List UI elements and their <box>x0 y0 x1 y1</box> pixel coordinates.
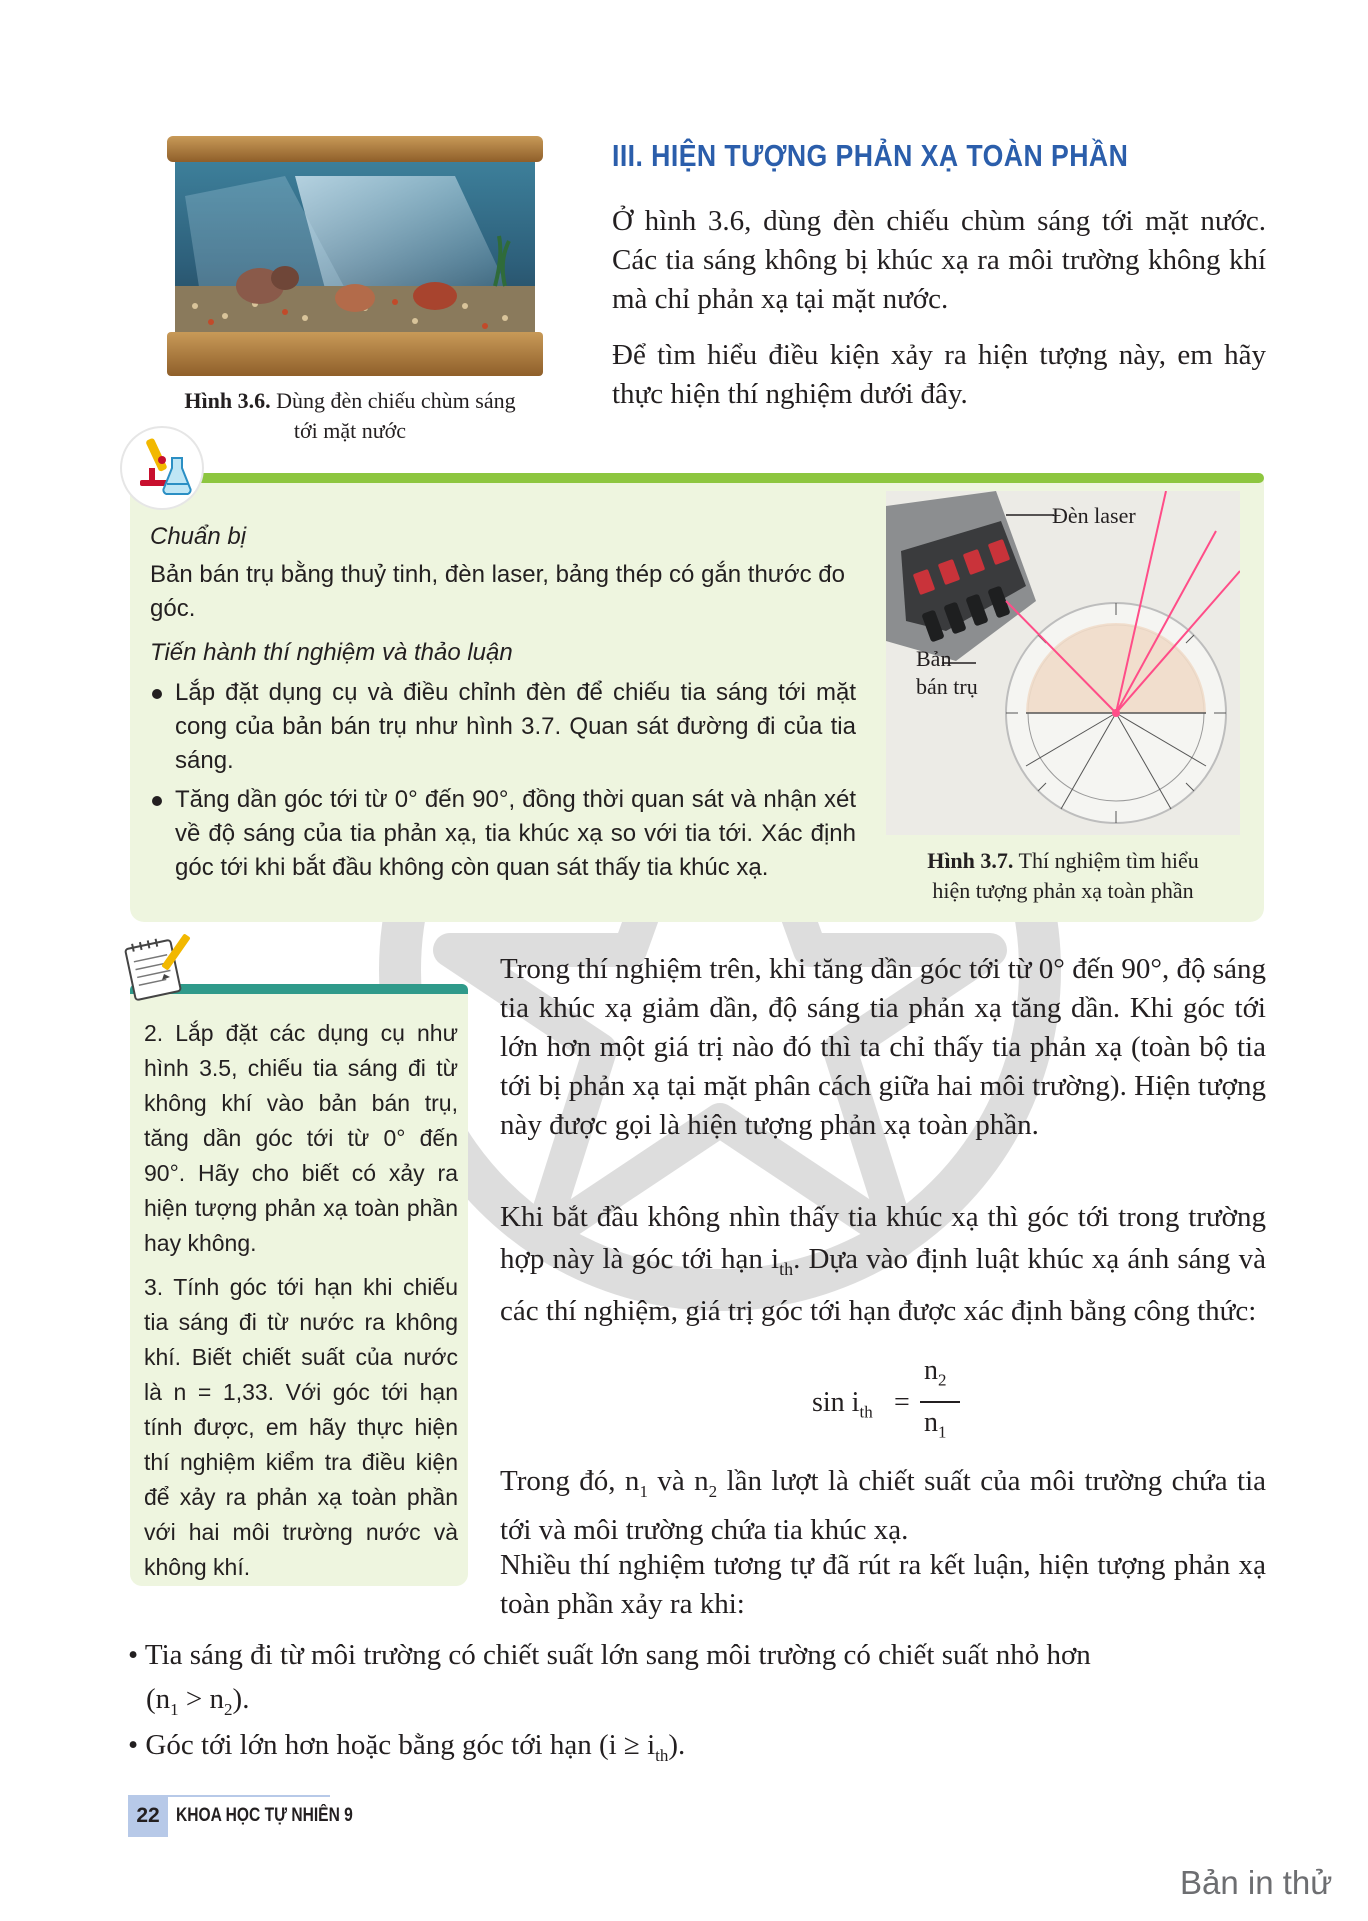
figure-3-7-label: Hình 3.7. <box>927 848 1014 873</box>
figure-3-7-photo <box>886 491 1240 835</box>
page-number: 22 <box>128 1795 168 1837</box>
condition-bullet-1-inequality <box>146 1680 446 1729</box>
intro-paragraph-2: Để tìm hiểu điều kiện xảy ra hiện tượng này, em hãy thực hiện thí nghiệm dưới đây. <box>612 339 1266 410</box>
inequality-mid: > n <box>178 1683 225 1715</box>
print-proof-note: Bản in thử <box>1180 1864 1333 1901</box>
procedure-bullet-2: Tăng dần góc tới từ 0° đến 90°, đồng thời quan sát và nhận xét về độ sáng của tia phản xạ, tia khúc xạ so với tia tới. Xác định góc tới khi bắt đầu không còn quan sát thấy tia khúc xạ. <box>175 786 856 881</box>
experiment-icon <box>122 428 202 508</box>
formula-numerator-subscript: 2 <box>938 1370 947 1390</box>
formula-denominator-subscript: 1 <box>938 1422 947 1442</box>
notepad-pencil-icon <box>124 930 196 1002</box>
formula-equals: = <box>894 1387 910 1418</box>
body-paragraph-1: Trong thí nghiệm trên, khi tăng dần góc tới từ 0° đến 90°, độ sáng tia khúc xạ giảm dần, độ sáng tia phản xạ tăng dần. Khi góc tới lớn hơn một giá trị nào đó thì ta chỉ thấy tia phản xạ (toàn bộ tia tới bị phản xạ tại mặt phân cách giữa hai môi trường). Hiện tượng này được gọi là hiện tượng phản xạ toàn phần. <box>500 953 1266 1141</box>
inequality-sub2: 2 <box>224 1699 233 1719</box>
question-3: 3. Tính góc tới hạn khi chiếu tia sáng đi từ nước ra không khí. Biết chiết suất của nước là n = 1,33. Với góc tới hạn tính được, em hãy thực hiện thí nghiệm kiểm tra điều kiện để xảy ra phản xạ toàn phần với hai môi trường nước và không khí. <box>144 1274 458 1580</box>
condition-bullet-2-text: • Góc tới lớn hơn hoặc bằng góc tới hạn (i ≥ i <box>128 1729 656 1761</box>
aquarium-image <box>165 136 545 376</box>
inequality-open: (n <box>146 1683 171 1715</box>
formula-lhs: sin i <box>812 1387 860 1418</box>
inequality-close: ). <box>232 1683 250 1715</box>
inequality-sub1: 1 <box>170 1699 179 1719</box>
section-title: III. HIỆN TƯỢNG PHẢN XẠ TOÀN PHẦN <box>612 138 1129 173</box>
formula-denominator: n <box>924 1407 938 1438</box>
figure-3-6-caption <box>150 386 550 446</box>
critical-angle-subscript: th <box>779 1258 794 1279</box>
body-paragraph-3-a: Trong đó, n <box>500 1465 640 1497</box>
body-paragraph-3 <box>500 1462 1266 1550</box>
body-paragraph-4: Nhiều thí nghiệm tương tự đã rút ra kết luận, hiện tượng phản xạ toàn phần xảy ra khi: <box>500 1549 1266 1620</box>
book-title: KHOA HỌC TỰ NHIÊN 9 <box>176 1805 353 1826</box>
figure-3-6-label: Hình 3.6. <box>184 388 271 413</box>
n1-subscript: 1 <box>639 1481 648 1501</box>
intro-paragraph-1: Ở hình 3.6, dùng đèn chiếu chùm sáng tới mặt nước. Các tia sáng không bị khúc xạ ra môi trường không khí mà chỉ phản xạ tại mặt nước. <box>612 205 1266 315</box>
figure-3-7-caption <box>886 846 1240 906</box>
plate-label-line1: Bản <box>916 646 952 671</box>
formula-lhs-subscript: th <box>859 1402 873 1422</box>
prep-heading: Chuẩn bị <box>150 523 247 550</box>
body-paragraph-2-b: . Dựa vào định luật khúc xạ ánh sáng và các thí nghiệm, giá trị góc tới hạn được xác định bằng công thức: <box>500 1243 1266 1327</box>
microscope-flask-icon <box>122 428 202 508</box>
bullet-dot <box>152 689 162 699</box>
body-paragraph-3-c: lần lượt là chiết suất của môi trường chứa tia tới và môi trường chứa tia khúc xạ. <box>500 1465 1266 1546</box>
laser-label: Đèn laser <box>1052 503 1136 528</box>
prep-text: Bản bán trụ bằng thuỷ tinh, đèn laser, bảng thép có gắn thước đo góc. <box>150 561 845 622</box>
body-paragraph-2-a: Khi bắt đầu không nhìn thấy tia khúc xạ thì góc tới trong trường hợp này là góc tới hạn i <box>500 1201 1266 1275</box>
condition-bullet-2 <box>128 1726 1266 1775</box>
question-2: 2. Lắp đặt các dụng cụ như hình 3.5, chiếu tia sáng đi từ không khí vào bản bán trụ, tăng dần góc tới từ 0° đến 90°. Hãy cho biết có xảy ra hiện tượng phản xạ toàn phần hay không. <box>144 1020 458 1256</box>
critical-angle-formula <box>808 1355 978 1455</box>
experiment-box-header-bar <box>168 473 1264 483</box>
condition-bullet-2-subscript: th <box>655 1745 669 1765</box>
body-paragraph-2 <box>500 1196 1266 1332</box>
bullet-dot <box>152 796 162 806</box>
figure-3-6-caption-line1: Dùng đèn chiếu chùm sáng <box>276 388 516 413</box>
plate-label <box>916 645 978 701</box>
footer-rule <box>168 1795 330 1797</box>
figure-3-6-caption-line2: tới mặt nước <box>293 418 407 443</box>
procedure-bullet-1: Lắp đặt dụng cụ và điều chỉnh đèn để chiếu tia sáng tới mặt cong của bản bán trụ như hình 3.7. Quan sát đường đi của tia sáng. <box>175 679 856 774</box>
plate-label-line2: bán trụ <box>916 674 978 699</box>
formula-numerator: n <box>924 1355 938 1386</box>
body-paragraph-3-b: và n <box>647 1465 709 1497</box>
figure-3-7-caption-line1: Thí nghiệm tìm hiểu <box>1018 848 1199 873</box>
n2-subscript: 2 <box>708 1481 718 1501</box>
figure-3-7-caption-line2: hiện tượng phản xạ toàn phần <box>932 878 1194 903</box>
condition-bullet-2-end: ). <box>668 1729 686 1761</box>
condition-bullet-1: • Tia sáng đi từ môi trường có chiết suất lớn sang môi trường có chiết suất nhỏ hơn <box>128 1639 1091 1671</box>
formula-fraction-bar <box>920 1401 960 1403</box>
procedure-heading: Tiến hành thí nghiệm và thảo luận <box>150 639 513 666</box>
